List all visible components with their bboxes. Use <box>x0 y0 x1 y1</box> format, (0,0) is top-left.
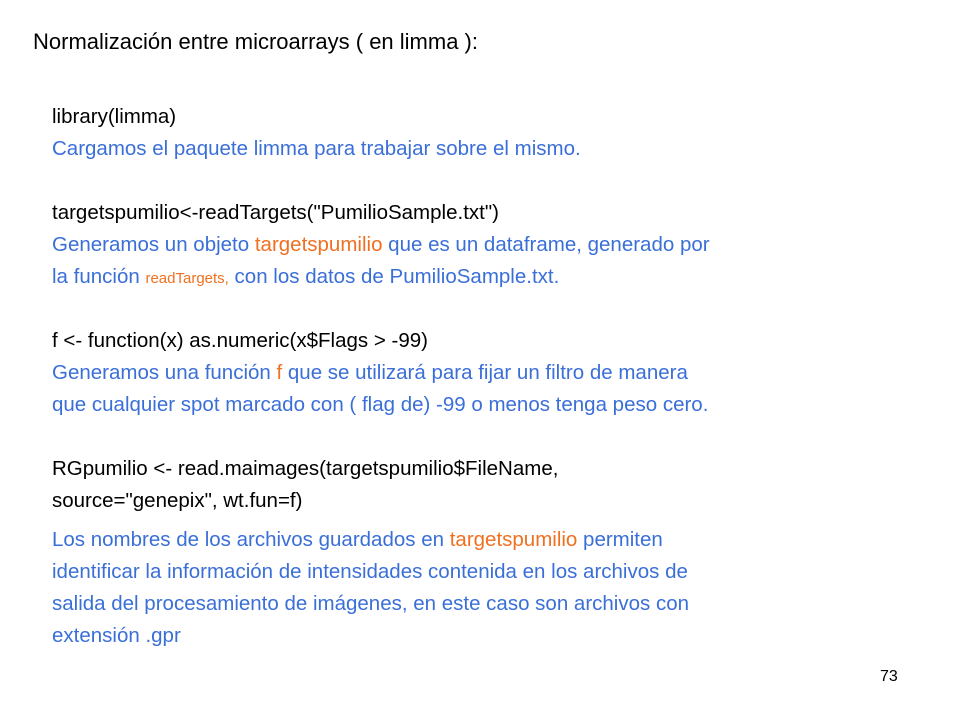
highlight-targetspumilio: targetspumilio <box>449 528 578 551</box>
highlight-targetspumilio: targetspumilio <box>254 233 383 256</box>
code-line-read-maimages-2: source="genepix", wt.fun=f) <box>52 489 303 512</box>
note-text: permiten <box>577 528 663 551</box>
note-read-maimages-line2: identificar la información de intensidades contenida en los archivos de <box>52 560 688 583</box>
slide-title: Normalización entre microarrays ( en limma ): <box>33 29 478 54</box>
note-text: que se utilizará para fijar un filtro de manera <box>282 361 688 384</box>
highlight-readtargets: readTargets, <box>145 270 229 287</box>
section-library <box>52 101 581 165</box>
section-read-maimages-note <box>52 524 689 652</box>
section-flag-function <box>52 325 708 421</box>
note-text: con los datos de PumilioSample.txt. <box>228 265 560 288</box>
note-text: la función <box>52 265 146 288</box>
note-flag-function-line1 <box>52 357 708 389</box>
code-line-read-targets: targetspumilio<-readTargets("PumilioSample.txt") <box>52 201 499 224</box>
note-read-maimages-line1 <box>52 524 689 556</box>
code-line-read-maimages-1: RGpumilio <- read.maimages(targetspumilio$FileName, <box>52 457 559 480</box>
note-read-targets-line1 <box>52 229 710 261</box>
note-read-maimages-line4: extensión .gpr <box>52 624 181 647</box>
code-line-flag-function: f <- function(x) as.numeric(x$Flags > -99) <box>52 329 428 352</box>
section-read-targets <box>52 197 710 295</box>
note-text: que es un dataframe, generado por <box>382 233 710 256</box>
page-number: 73 <box>880 668 898 685</box>
section-read-maimages <box>52 453 558 517</box>
note-flag-function-line2: que cualquier spot marcado con ( flag de) -99 o menos tenga peso cero. <box>52 393 709 416</box>
note-text: Generamos una función <box>52 361 277 384</box>
code-line-library: library(limma) <box>52 105 177 128</box>
note-library: Cargamos el paquete limma para trabajar sobre el mismo. <box>52 137 581 160</box>
note-read-targets-line2 <box>52 261 710 295</box>
note-text: Generamos un objeto <box>52 233 255 256</box>
highlight-f: f <box>276 361 283 384</box>
note-text: Los nombres de los archivos guardados en <box>52 528 450 551</box>
note-read-maimages-line3: salida del procesamiento de imágenes, en este caso son archivos con <box>52 592 690 615</box>
